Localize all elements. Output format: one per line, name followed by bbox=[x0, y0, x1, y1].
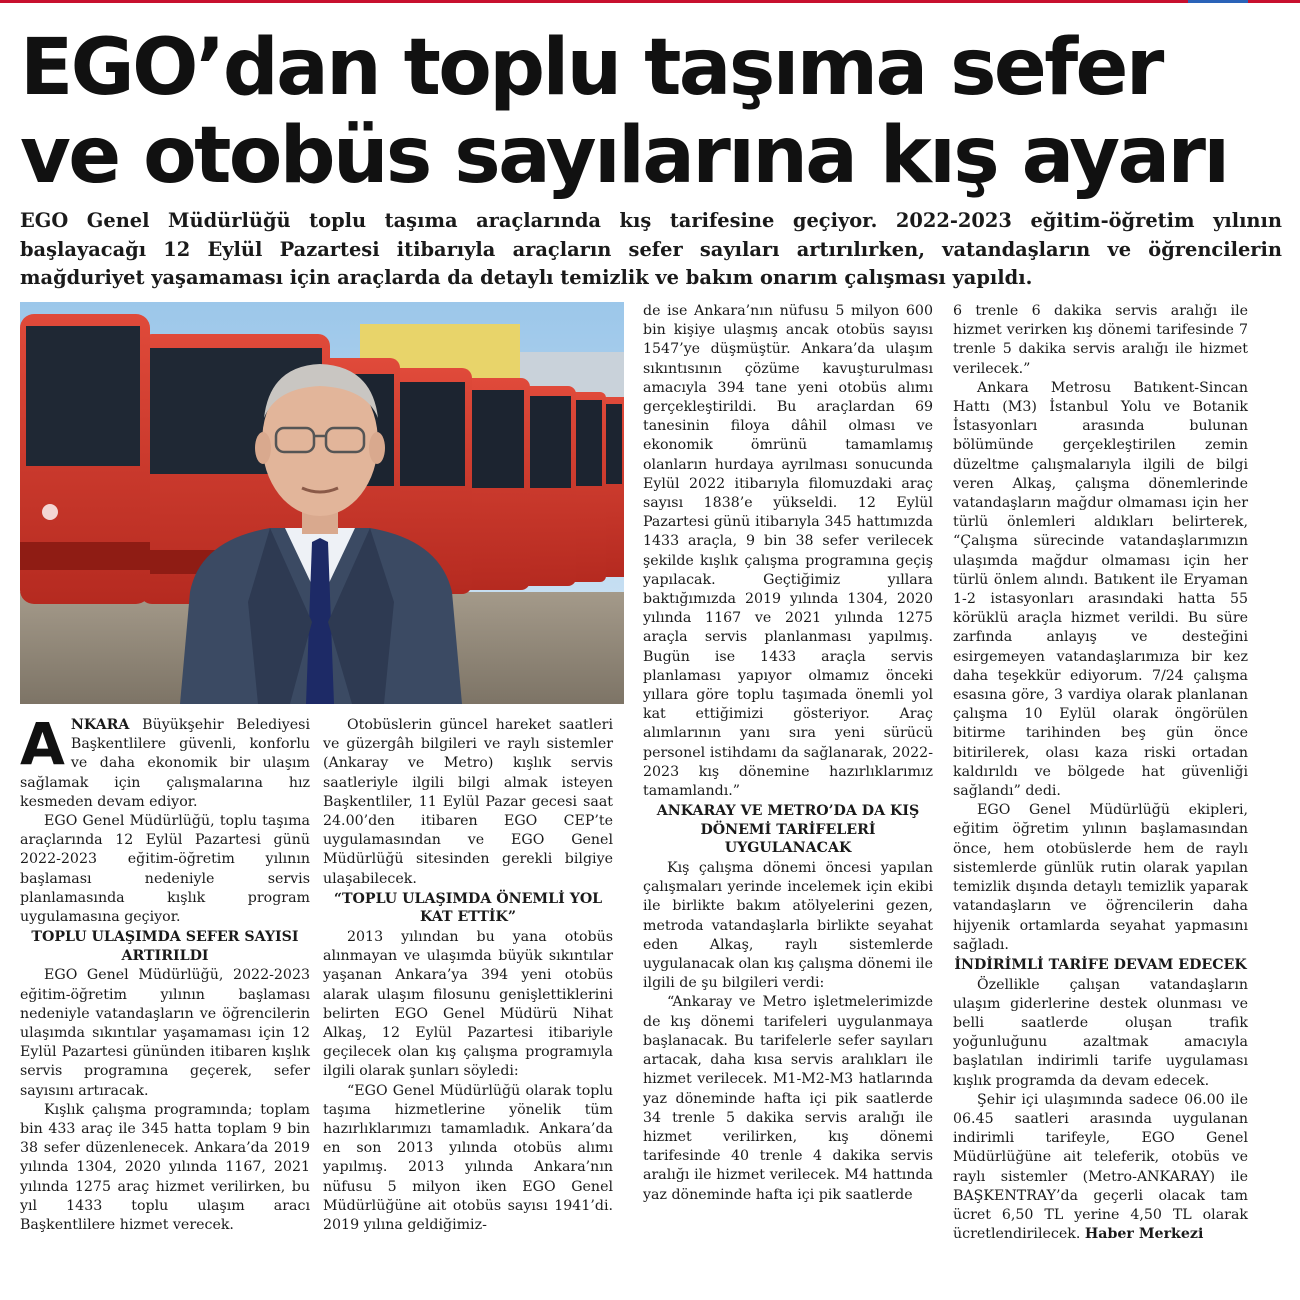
byline: Haber Merkezi bbox=[1084, 1226, 1204, 1243]
article-paragraph: Kışlık çalışma programında; toplam bin 433 araç ile 345 hatta toplam 9 bin 38 sefer düzenlenecek. Ankara’da 2019 yılında 1304, 2020 yılında 1167, 2021 yılında 1275 araç hizmet verilirken, bu yıl 1433 toplu ulaşım aracı Başkentlilere hizmet verecek. bbox=[20, 1101, 310, 1234]
article-paragraph: 2013 yılından bu yana otobüs alınmayan ve ulaşımda büyük sıkıntılar yaşanan Ankara’ya 394 yeni otobüs alarak ulaşım filosunu genişlettiklerini belirten EGO Genel Müdürü Nihat Alkaş, 12 Eylül Pazartesi itibariyle geçilecek olan kış çalışma programıyla ilgili olarak şunları söyledi: bbox=[323, 929, 613, 1080]
top-rule bbox=[0, 0, 1300, 3]
person-with-buses-photo bbox=[20, 302, 624, 704]
article-paragraph: EGO Genel Müdürlüğü, 2022-2023 eğitim-öğretim yılının başlaması nedeniyle vatandaşların ve öğrencilerin ulaşımda sıkıntılar yaşamaması için 12 Eylül Pazartesi gününden itibaren kışlık servis programına geçerek, sefer sayısını artıracak. bbox=[20, 967, 310, 1099]
article-column-1 bbox=[20, 710, 310, 1235]
article-paragraph: Kış çalışma dönemi öncesi yapılan çalışmaları yerinde incelemek için ekibi ile birlikte bakım atölyelerini gezen, metroda vatandaşlarla birlikte seyahat eden Alkaş, raylı sistemlerde uygulanacak olan kış çalışma dönemi ile ilgili de şu bilgileri verdi: bbox=[643, 860, 933, 992]
article-paragraph: 6 trenle 6 dakika servis aralığı ile hizmet verirken kış dönemi tarifesinde 7 trenle 5 dakika servis aralığı ile hizmet verilecek.” bbox=[953, 303, 1248, 377]
top-rule-accent bbox=[1188, 0, 1248, 3]
article-paragraph: “Ankaray ve Metro işletmelerimizde de kış dönemi tarifeleri uygulanmaya başlanacak. Bu tarifelerle sefer sayıları artacak, daha kısa servis aralıkları ile hizmet verilecek. M1-M2-M3 hatlarında yaz döneminde hafta içi pik saatlerde 34 trenle 5 dakika servis aralığı ile hizmet verilirken, kış dönemi tarifesinde 40 trenle 4 dakika servis aralığı ile hizmet verilecek. M4 hattında yaz döneminde hafta içi pik saatlerde bbox=[643, 994, 933, 1203]
lead-paragraph: EGO Genel Müdürlüğü toplu taşıma araçlarında kış tarifesine geçiyor. 2022-2023 eğitim-öğretim yılının başlayacağı 12 Eylül Pazartesi itibarıyla araçların sefer sayıları artırılırken, vatandaşların ve öğrencilerin mağduriyet yaşamaması için araçlarda da detaylı temizlik ve bakım onarım çalışması yapıldı. bbox=[20, 209, 1282, 289]
article-column-4 bbox=[953, 302, 1248, 1244]
article-column-3 bbox=[643, 302, 933, 1205]
article-paragraph: Ankara Metrosu Batıkent-Sincan Hattı (M3) İstanbul Yolu ve Botanik İstasyonları arasında bulunan bölümünde gerçekleştirilen zemin düzeltme çalışmalarıyla ilgili de bilgi veren Alkaş, çalışma dönemlerinde vatandaşların mağdur olmaması için her türlü önlemleri aldıkları belirterek, “Çalışma sürecinde vatandaşlarımızın ulaşımda mağdur olmaması için her türlü önlem alındı. Batıkent ile Eryaman 1-2 istasyonları arasındaki hatta 55 körüklü araçla hizmet verildi. Bu süre zarfında anlayış ve desteğini esirgemeyen vatandaşlarımıza bir kez daha teşekkür ediyorum. 7/24 çalışma esasına göre, 3 vardiya olarak planlanan çalışma 10 Eylül olarak öngörülen bitirme tarihinden beş gün önce bitirilerek, olası kaza riski ortadan kaldırıldı ve bölgede hat güvenliği sağlandı” dedi. bbox=[953, 379, 1248, 800]
section-heading: İNDİRİMLİ TARİFE DEVAM EDECEK bbox=[954, 956, 1247, 973]
article-paragraph: EGO Genel Müdürlüğü ekipleri, eğitim öğretim yılının başlamasından önce, hem otobüslerde hem de raylı sistemlerde günlük rutin olarak yapılan temizlik dışında detaylı temizlik yaparak vatandaşların ve öğrencilerin daha hijyenik ortamlarda seyahat yapmasını sağladı. bbox=[953, 802, 1248, 953]
article-paragraph: EGO Genel Müdürlüğü, toplu taşıma araçlarında 12 Eylül Pazartesi günü 2022-2023 eğitim-öğretim yılının başlaması nedeniyle servis planlamasında kışlık program uygulamasına geçiyor. bbox=[20, 813, 310, 926]
article-paragraph bbox=[953, 1091, 1248, 1245]
drop-cap: A bbox=[20, 710, 65, 778]
article-paragraph bbox=[20, 710, 310, 812]
dateline: NKARA bbox=[70, 717, 130, 733]
article-paragraph: “EGO Genel Müdürlüğü olarak toplu taşıma hizmetlerine yönelik tüm hazırlıklarımızı tamamladık. Ankara’da en son 2013 yılında otobüs alımı yapılmış. 2013 yılında Ankara’nın nüfusu 5 milyon iken EGO Genel Müdürlüğüne ait otobüs sayısı 1941’di. 2019 yılına geldiğimiz- bbox=[323, 1082, 613, 1234]
section-heading: “TOPLU ULAŞIMDA ÖNEMLİ YOL KAT ETTİK” bbox=[333, 890, 603, 926]
headline: EGO’dan toplu taşıma sefer ve otobüs sayılarına kış ayarı bbox=[20, 23, 1228, 201]
section-heading: ANKARAY VE METRO’DA DA KIŞ DÖNEMİ TARİFELERİ UYGULANACAK bbox=[656, 803, 920, 857]
article-text: Büyükşehir Belediyesi Başkentlilere güvenli, konforlu ve daha ekonomik bir ulaşım sağlamak için çalışmalarına hız kesmeden devam ediyor. bbox=[20, 717, 310, 810]
article-paragraph: Otobüslerin güncel hareket saatleri ve güzergâh bilgileri ve raylı sistemler (Ankaray ve Metro) kışlık servis saatleriyle ilgili bilgi almak isteyen Başkentliler, 11 Eylül Pazar gecesi saat 24.00’den itibaren EGO CEP’te uygulamasından ve EGO Genel Müdürlüğü sitesinden gerekli bilgiye ulaşabilecek. bbox=[323, 717, 613, 887]
article-paragraph: de ise Ankara’nın nüfusu 5 milyon 600 bin kişiye ulaşmış ancak otobüs sayısı 1547’ye düşmüştür. Ankara’da ulaşım sıkıntısının çözüme kavuşturulması amacıyla 394 tane yeni otobüs alımı gerçekleştirildi. Bu araçlardan 69 tanesinin filoya dâhil olması ve ekonomik ömrünü tamamlamış olanların hurdaya ayrılması sonucunda Eylül 2022 itibarıyla filomuzdaki araç sayısı 1838’e yükseldi. 12 Eylül Pazartesi günü itibarıyla 345 hattımızda 1433 araçla, 9 bin 38 sefer verilecek şekilde kışlık çalışma programına geçiş yapılacak. Geçtiğimiz yıllara baktığımızda 2019 yılında 1304, 2020 yılında 1167 ve 2021 yılında 1275 araçla servis planlanması yapılmış. Bugün ise 1433 araçla servis planlaması yapıyor olmamız önceki yıllara göre toplu taşımada önemli yol kat ettiğimizi gösteriyor. Araç alımlarının yanı sıra yeni sürücü personel istihdamı da sağlanarak, 2022-2023 kış dönemine hazırlıklarımız tamamlandı.” bbox=[643, 303, 933, 800]
article-paragraph: Özellikle çalışan vatandaşların ulaşım giderlerine destek olunması ve belli saatlerde oluşan trafik yoğunluğunu azaltmak amacıyla başlatılan indirimli tarife uygulaması kışlık programda da devam edecek. bbox=[953, 976, 1248, 1089]
article-text: Şehir içi ulaşımında sadece 06.00 ile 06.45 saatleri arasında uygulanan indirimli tarifeyle, EGO Genel Müdürlüğüne ait teleferik, otobüs ve raylı sistemler (Metro-ANKARAY) ile BAŞKENTRAY’da geçerli olacak tam ücret 6,50 TL yerine 4,50 TL olarak ücretlendirilecek. bbox=[953, 1091, 1248, 1243]
section-heading: TOPLU ULAŞIMDA SEFER SAYISI ARTIRILDI bbox=[31, 929, 299, 964]
article-column-2 bbox=[323, 716, 613, 1235]
